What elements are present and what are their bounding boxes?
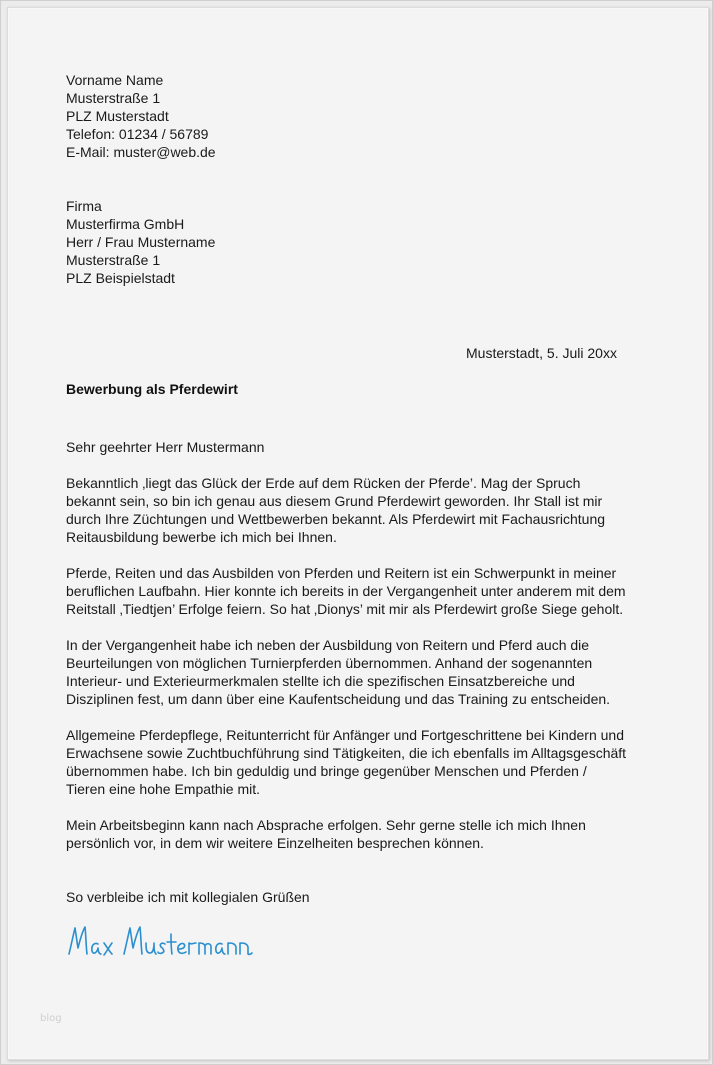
paragraph-line: Beurteilungen von möglichen Turnierpferden übernommen. Anhand der sogenannten (66, 655, 593, 671)
recipient-address (66, 197, 215, 287)
body-paragraph-2 (66, 564, 626, 618)
recipient-city: PLZ Beispielstadt (66, 270, 175, 286)
watermark: blog (40, 1013, 62, 1024)
paragraph-line: Allgemeine Pferdepflege, Reitunterricht für Anfänger und Fortgeschrittene bei Kindern und (66, 727, 625, 743)
paragraph-line: Reitausbildung bewerbe ich mich bei Ihnen. (66, 529, 337, 545)
recipient-company: Musterfirma GmbH (66, 216, 185, 232)
recipient-street: Musterstraße 1 (66, 252, 161, 268)
paragraph-line: Mein Arbeitsbeginn kann nach Absprache erfolgen. Sehr gerne stelle ich mich Ihnen (66, 817, 586, 833)
paragraph-line: Interieur- und Exterieurmerkmalen stellte ich die spezifischen Einsatzbereiche und (66, 673, 575, 689)
paragraph-line: bekannt sein, so bin ich genau aus diesem Grund Pferdewirt geworden. Ihr Stall ist mir (66, 493, 603, 509)
signature-handwriting-icon (66, 922, 266, 968)
paragraph-line: beruflichen Laufbahn. Hier konnte ich bereits in der Vergangenheit unter anderem mit dem (66, 583, 626, 599)
paragraph-line: Erwachsene sowie Zuchtbuchführung sind Tätigkeiten, die ich ebenfalls im Alltagsgeschäft (66, 745, 627, 761)
paragraph-line: durch Ihre Züchtungen und Wettbewerben bekannt. Als Pferdewirt mit Fachausrichtung (66, 511, 606, 527)
body-paragraph-5 (66, 816, 586, 852)
sender-name: Vorname Name (66, 72, 164, 88)
sender-phone: Telefon: 01234 / 56789 (66, 126, 209, 142)
paragraph-line: übernommen habe. Ich bin geduldig und bringe gegenüber Menschen und Pferden / (66, 763, 587, 779)
paragraph-line: Pferde, Reiten und das Ausbilden von Pferden und Reitern ist ein Schwerpunkt in meiner (66, 565, 617, 581)
closing-phrase: So verbleibe ich mit kollegialen Grüßen (66, 889, 310, 905)
sender-email: E-Mail: muster@web.de (66, 144, 216, 160)
paragraph-line: Bekanntlich ‚liegt das Glück der Erde auf dem Rücken der Pferde’. Mag der Spruch (66, 475, 581, 491)
paragraph-line: Disziplinen fest, um dann über eine Kaufentscheidung und das Training zu entscheiden. (66, 691, 611, 707)
letter-date: Musterstadt, 5. Juli 20xx (466, 345, 617, 361)
signature (66, 922, 266, 968)
paragraph-line: persönlich vor, in dem wir weitere Einzelheiten besprechen können. (66, 835, 484, 851)
letter-subject: Bewerbung als Pferdewirt (66, 381, 238, 397)
salutation: Sehr geehrter Herr Mustermann (66, 439, 265, 455)
paragraph-line: Reitstall ‚Tiedtjen’ Erfolge feiern. So hat ‚Dionys’ mit mir als Pferdewirt große Siege geholt. (66, 601, 624, 617)
body-paragraph-1 (66, 474, 605, 546)
body-paragraph-4 (66, 726, 626, 798)
paragraph-line: In der Vergangenheit habe ich neben der Ausbildung von Reitern und Pferd auch die (66, 637, 590, 653)
recipient-contact: Herr / Frau Mustername (66, 234, 216, 250)
body-paragraph-3 (66, 636, 610, 708)
sender-address (66, 71, 216, 161)
paragraph-line: Tieren eine hohe Empathie mit. (66, 781, 261, 797)
sender-street: Musterstraße 1 (66, 90, 161, 106)
sender-city: PLZ Musterstadt (66, 108, 169, 124)
recipient-company-label: Firma (66, 198, 102, 214)
